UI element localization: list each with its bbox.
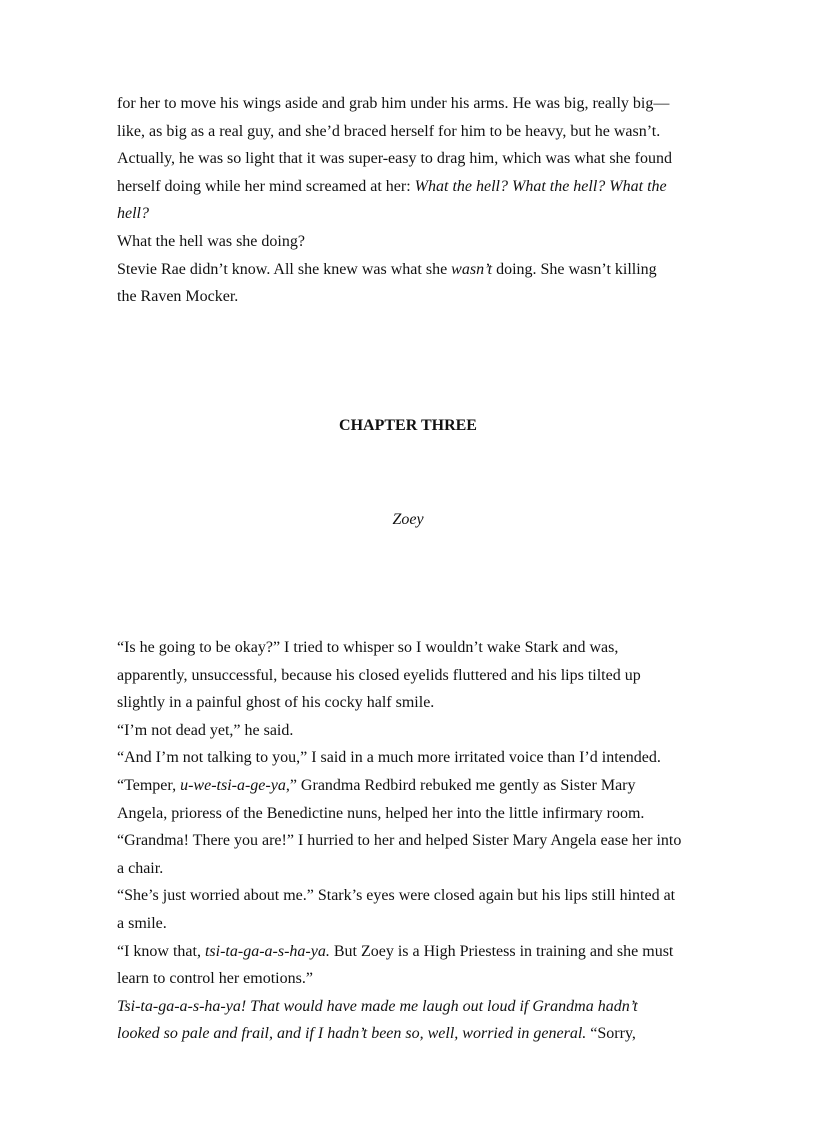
text-line bbox=[117, 910, 707, 938]
text-line bbox=[117, 689, 707, 717]
text-line bbox=[117, 855, 707, 883]
text-line bbox=[117, 634, 707, 662]
text-segment: “I’m not dead yet,” he said. bbox=[117, 721, 294, 739]
text-segment: doing. She wasn’t killing bbox=[492, 260, 657, 278]
italic-text-segment: Tsi-ta-ga-a-s-ha-ya! That would have made me laugh out loud if Grandma hadn’t bbox=[117, 997, 638, 1015]
text-segment: herself doing while her mind screamed at her: bbox=[117, 177, 415, 195]
italic-text-segment: hell? bbox=[117, 205, 149, 223]
text-line bbox=[117, 772, 707, 800]
text-segment: Angela, prioress of the Benedictine nuns, helped her into the little infirmary room. bbox=[117, 804, 645, 822]
text-segment: a chair. bbox=[117, 859, 164, 877]
text-segment: the Raven Mocker. bbox=[117, 288, 239, 306]
italic-text-segment: tsi-ta-ga-a-s-ha-ya. bbox=[204, 942, 330, 960]
text-line bbox=[117, 882, 707, 910]
chapter-pov-name: Zoey bbox=[392, 511, 424, 528]
chapter-heading: CHAPTER THREE bbox=[339, 417, 477, 434]
italic-text-segment: u-we-tsi-a-ge-ya bbox=[180, 776, 286, 794]
text-line bbox=[117, 145, 707, 173]
text-segment: But Zoey is a High Priestess in training and she must bbox=[329, 942, 674, 960]
text-line bbox=[117, 827, 707, 855]
text-line bbox=[117, 1020, 707, 1048]
text-line bbox=[117, 256, 707, 284]
text-line bbox=[117, 965, 707, 993]
text-segment: learn to control her emotions.” bbox=[117, 970, 313, 988]
text-line bbox=[117, 118, 707, 146]
text-line bbox=[117, 200, 707, 228]
text-line bbox=[117, 938, 707, 966]
text-segment: apparently, unsuccessful, because his closed eyelids fluttered and his lips tilted up bbox=[117, 666, 641, 684]
italic-text-segment: wasn’t bbox=[451, 260, 493, 278]
previous-section-text bbox=[117, 90, 707, 311]
text-segment: slightly in a painful ghost of his cocky half smile. bbox=[117, 694, 435, 712]
text-segment: like, as big as a real guy, and she’d braced herself for him to be heavy, but he wasn’t. bbox=[117, 122, 661, 140]
text-line bbox=[117, 662, 707, 690]
italic-text-segment: What the hell? What the hell? What the bbox=[414, 177, 667, 195]
text-segment: “Temper, bbox=[117, 776, 181, 794]
text-segment: Stevie Rae didn’t know. All she knew was what she bbox=[117, 260, 452, 278]
text-segment: a smile. bbox=[117, 914, 167, 932]
text-line bbox=[117, 993, 707, 1021]
text-segment: “Sorry, bbox=[586, 1025, 636, 1043]
text-segment: “Grandma! There you are!” I hurried to her and helped Sister Mary Angela ease her into bbox=[117, 832, 682, 850]
text-segment: “She’s just worried about me.” Stark’s eyes were closed again but his lips still hinted at bbox=[117, 887, 676, 905]
text-line bbox=[117, 90, 707, 118]
italic-text-segment: looked so pale and frail, and if I hadn’t been so, well, worried in general. bbox=[117, 1025, 587, 1043]
text-line bbox=[117, 283, 707, 311]
text-segment: “Is he going to be okay?” I tried to whisper so I wouldn’t wake Stark and was, bbox=[117, 639, 619, 656]
text-line bbox=[117, 744, 707, 772]
text-segment: Actually, he was so light that it was super-easy to drag him, which was what she found bbox=[117, 150, 672, 168]
text-line bbox=[117, 800, 707, 828]
text-line bbox=[117, 717, 707, 745]
text-segment: for her to move his wings aside and grab him under his arms. He was big, really big— bbox=[117, 95, 670, 112]
text-line bbox=[117, 228, 707, 256]
text-segment: ,” Grandma Redbird rebuked me gently as Sister Mary bbox=[285, 776, 636, 794]
text-line bbox=[117, 173, 707, 201]
text-segment: “And I’m not talking to you,” I said in a much more irritated voice than I’d intended. bbox=[117, 749, 661, 767]
chapter-body-text bbox=[117, 634, 707, 1048]
text-segment: What the hell was she doing? bbox=[117, 232, 305, 250]
text-segment: “I know that, bbox=[117, 942, 205, 960]
